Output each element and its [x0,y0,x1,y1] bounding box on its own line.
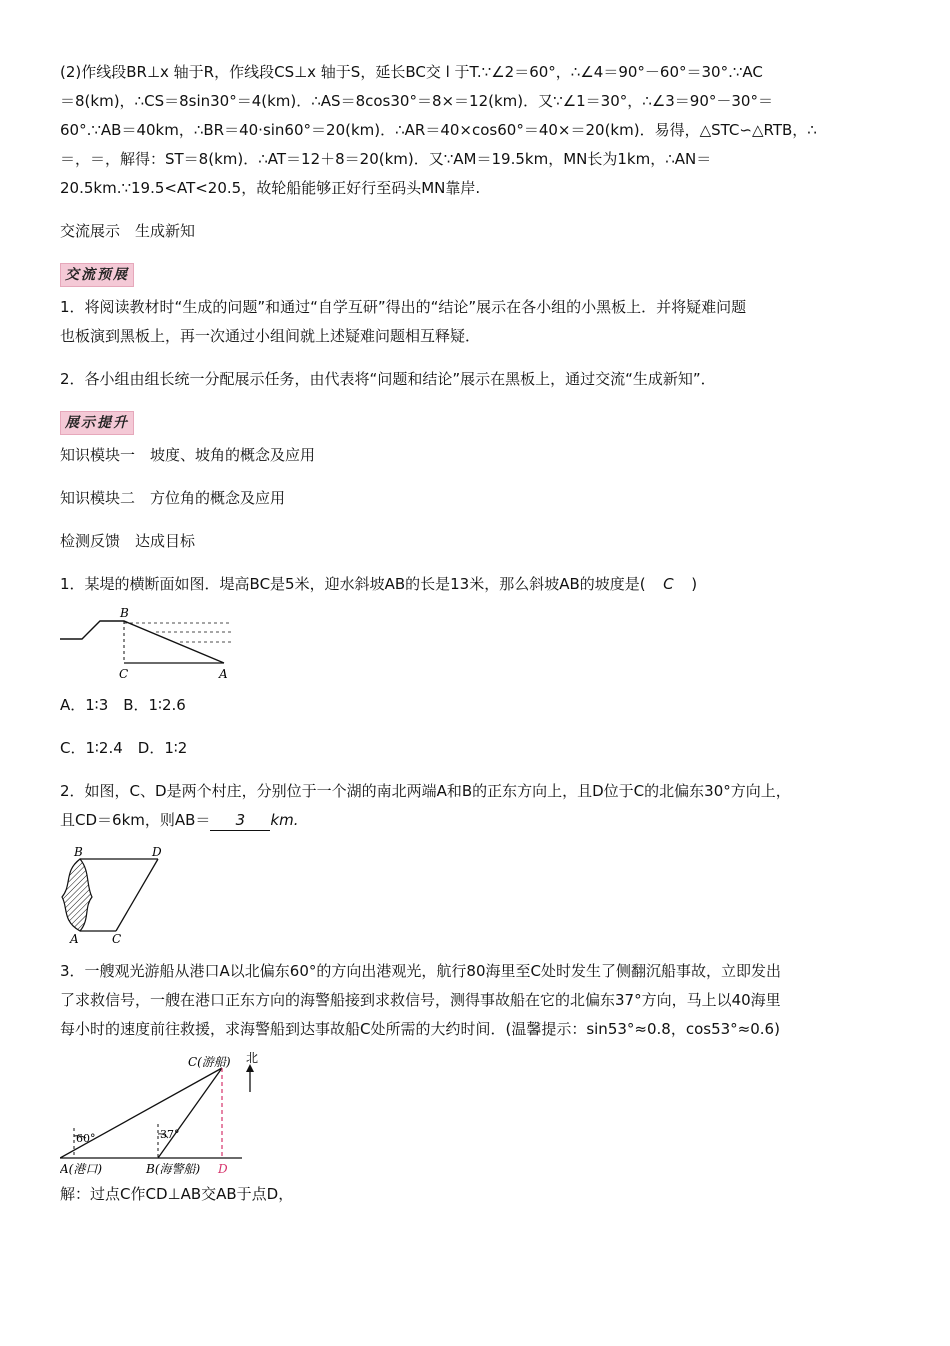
page [60,58,890,1209]
label-b: B [74,845,83,859]
label-d: D [152,845,162,859]
angle-b: 37° [160,1128,180,1141]
question-1-options-c-d: C．1∶2.4 D．1∶2 [60,739,188,757]
text-line: ＝，＝，解得：ST＝8(km)．∴AT＝12＋8＝20(km)．又∵AM＝19.5km，MN长为1km，∴AN＝ [60,150,712,168]
north-label: 北 [246,1052,259,1065]
question-1 [60,570,890,599]
question-2-text: 且CD＝6km，则AB＝ [60,811,211,829]
figure-embankment [60,605,240,685]
feedback-heading: 检测反馈 达成目标 [60,532,196,550]
angle-a: 60° [76,1132,96,1145]
label-d: D [218,1162,228,1176]
module-1-heading: 知识模块一 坡度、坡角的概念及应用 [60,446,316,464]
text-line: 60°.∵AB＝40km，∴BR＝40·sin60°＝20(km)．∴AR＝40×cos60°＝40×＝20(km)．易得，△STC∽△RTB，∴ [60,121,817,139]
question-1-text: 1．某堤的横断面如图．堤高BC是5米，迎水斜坡AB的长是13米，那么斜坡AB的坡度是( [60,575,646,593]
item-1-line-2: 也板演到黑板上，再一次通过小组间就上述疑难问题相互释疑． [60,327,481,345]
label-b: B [120,606,129,620]
question-3-line-3: 每小时的速度前往救援，求海警船到达事故船C处所需的大约时间．(温馨提示：sin53°≈0.8，cos53°≈0.6) [60,1020,780,1038]
question-1-answer: C [663,575,674,593]
item-2: 2．各小组由组长统一分配展示任务，由代表将“问题和结论”展示在黑板上，通过交流“生成新知”． [60,370,716,388]
figure-rescue [60,1052,270,1180]
question-3-line-2: 了求救信号，一艘在港口正东方向的海警船接到求救信号，测得事故船在它的北偏东37°方向，马上以40海里 [60,991,781,1009]
label-c: C [119,667,129,681]
text-line: ＝8(km)，∴CS＝8sin30°＝4(km)．∴AS＝8cos30°＝8×＝12(km)．又∵∠1＝30°，∴∠3＝90°－30°＝ [60,92,773,110]
section-heading: 交流展示 生成新知 [60,222,196,240]
label-a: A [219,667,228,681]
module-2-heading: 知识模块二 方位角的概念及应用 [60,489,286,507]
question-1-close: ) [691,575,698,593]
text-line: 20.5km.∵19.5<AT<20.5，故轮船能够正好行至码头MN靠岸. [60,179,481,197]
question-1-options-a-b: A．1∶3 B．1∶2.6 [60,696,186,714]
question-3-line-1: 3．一艘观光游船从港口A以北偏东60°的方向出港观光，航行80海里至C处时发生了侧翻沉船事故，立即发出 [60,962,781,980]
tag-show: 展示提升 [60,411,134,435]
label-a: A(港口) [60,1162,103,1176]
question-2-line-2 [60,806,890,835]
label-a: A [70,932,79,945]
label-c: C [112,932,122,945]
question-2-line-1: 2．如图，C、D是两个村庄，分别位于一个湖的南北两端A和B的正东方向上，且D位于C的北偏东30°方向上， [60,782,791,800]
text-line: (2)作线段BR⊥x 轴于R，作线段CS⊥x 轴于S，延长BC交 l 于T.∵∠2＝60°，∴∠4＝90°－60°＝30°.∵AC [60,63,763,81]
solution-paragraph [60,58,890,203]
label-b: B(海警船) [146,1162,201,1176]
question-2-answer: 3 [210,810,270,831]
figure-lake [60,845,180,945]
tag-preview: 交流预展 [60,263,134,287]
solution-start: 解：过点C作CD⊥AB交AB于点D， [60,1185,294,1203]
label-c: C(游船) [188,1055,231,1069]
question-2-unit: km. [270,811,299,829]
item-1-line-1: 1．将阅读教材时“生成的问题”和通过“自学互研”得出的“结论”展示在各小组的小黑板上．并将疑难问题 [60,298,747,316]
